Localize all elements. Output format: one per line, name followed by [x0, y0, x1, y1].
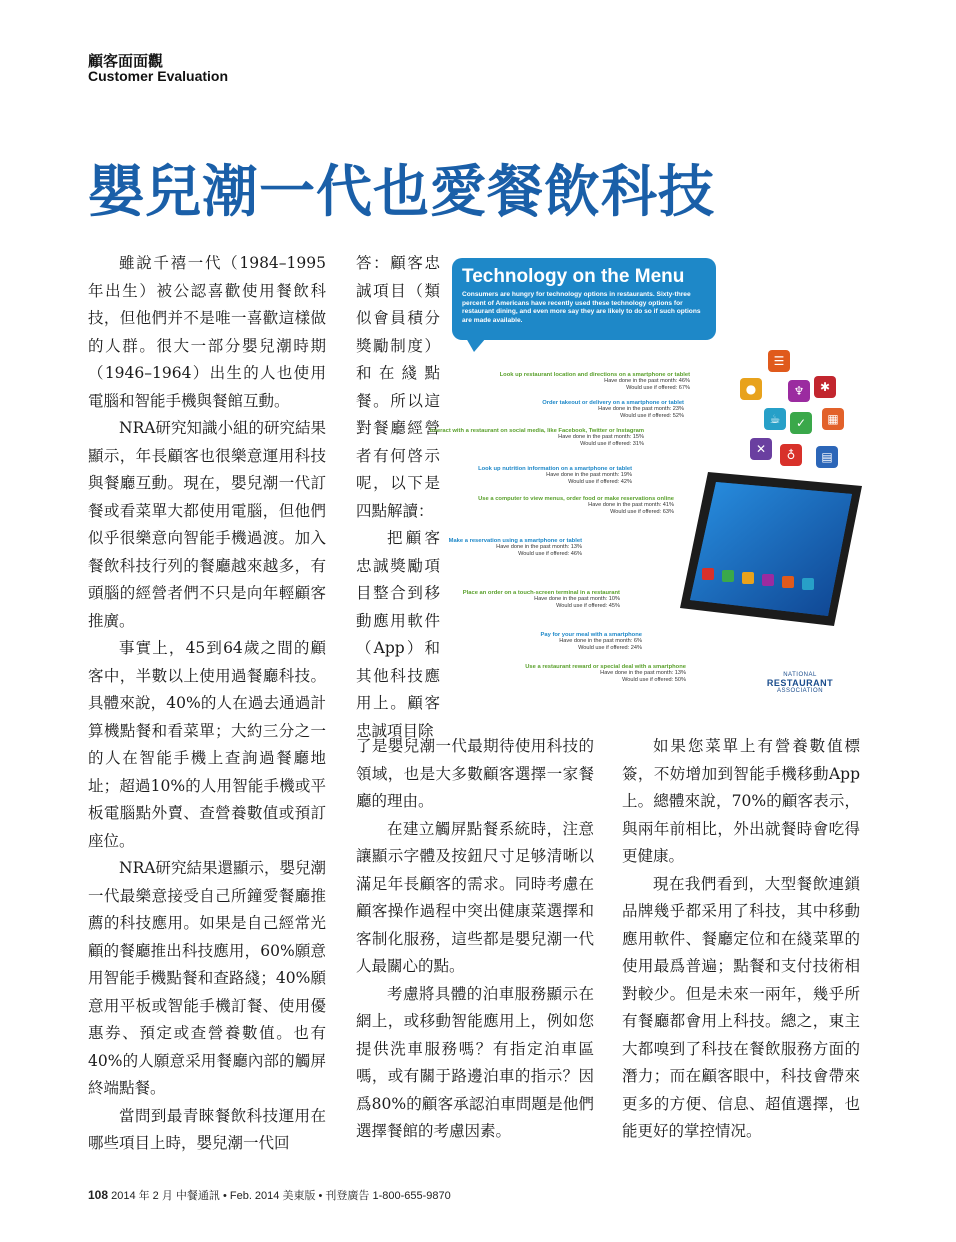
- stat-question: Use a restaurant reward or special deal with a smartphone: [525, 664, 686, 670]
- page-number: 108: [88, 1188, 109, 1202]
- infographic-header-bubble: [452, 258, 716, 340]
- stat-done-value: 13%: [570, 544, 582, 551]
- stat-would: [402, 645, 642, 651]
- stat-done-value: 23%: [672, 406, 684, 413]
- paragraph: 把顧客忠誠獎勵項目整合到移動應用軟件（App）和其他科技應用上。顧客忠誠項目除: [356, 529, 440, 740]
- stat-done-label: Have done in the past month:: [604, 378, 678, 385]
- stat-would: [380, 603, 620, 609]
- stat-would: [392, 479, 632, 485]
- stat-would-label: Would use if offered:: [580, 440, 632, 447]
- drink-icon: ♁: [780, 444, 802, 466]
- stat-would-value: 52%: [672, 412, 684, 419]
- stat-done-value: 19%: [620, 472, 632, 479]
- stat-would-label: Would use if offered:: [622, 676, 674, 683]
- stat-item: [380, 590, 620, 609]
- stat-done-value: 41%: [662, 502, 674, 509]
- stat-question: Make a reservation using a smartphone or tablet: [448, 538, 582, 544]
- stat-would-value: 31%: [632, 440, 644, 447]
- stat-item: [434, 496, 674, 515]
- footer-text: 2014 年 2 月 中餐通訊 • Feb. 2014 美東版 • 刊登廣告 1-800-655-9870: [108, 1190, 451, 1202]
- stat-would-label: Would use if offered:: [518, 550, 570, 557]
- logo-line-3: ASSOCIATION: [776, 688, 824, 694]
- stat-would-label: Would use if offered:: [626, 384, 678, 391]
- stat-would-label: Would use if offered:: [610, 508, 662, 515]
- calculator-icon: ▤: [816, 446, 838, 468]
- paragraph: 事實上，45到64歲之間的顧客中，半數以上使用過餐廳科技。具體來說，40%的人在過去通過計算機點餐和看菜單；大約三分之一的人在智能手機上查詢過餐廳地址；超過10%的人用智能手機或平板電腦點外賣、查營養數值或預訂座位。: [88, 639, 326, 850]
- stat-done-label: Have done in the past month:: [588, 502, 662, 509]
- stat-done-value: 15%: [632, 434, 644, 441]
- grid-icon: ▦: [822, 408, 844, 430]
- wine-icon: ♆: [788, 380, 810, 402]
- stat-would-label: Would use if offered:: [578, 644, 630, 651]
- stat-would: [450, 385, 690, 391]
- stat-would: [434, 509, 674, 515]
- paragraph: NRA研究結果還顯示，嬰兒潮一代最樂意接受自己所鐘愛餐廳推薦的科技應用。如果是自己經常光顧的餐廳推出科技應用，60%願意用智能手機點餐和查路綫；40%願意用平板或智能手機訂餐、使用優惠券、預定或查營養數值。也有40%的人願意采用餐廳內部的觸屏終端點餐。: [88, 859, 326, 1097]
- crab-icon: ✱: [814, 376, 836, 398]
- stat-done-label: Have done in the past month:: [559, 638, 633, 645]
- article-headline: 嬰兒潮一代也愛餐飲科技: [88, 159, 715, 225]
- stat-done-label: Have done in the past month:: [558, 434, 632, 441]
- stat-would-label: Would use if offered:: [568, 478, 620, 485]
- check-icon: ✓: [790, 412, 812, 434]
- stat-item: [402, 632, 642, 651]
- bubble-tail: [466, 338, 486, 352]
- stat-done-value: 6%: [633, 638, 642, 645]
- stat-done-value: 46%: [678, 378, 690, 385]
- stat-done-value: 10%: [608, 596, 620, 603]
- stat-would: [342, 551, 582, 557]
- paragraph: 考慮將具體的泊車服務顯示在網上，或移動智能應用上，例如您提供洗車服務嗎？有指定泊車區嗎，或有關于路邊泊車的指示？因爲80%的顧客承認泊車問題是他們選擇餐館的考慮因素。: [356, 984, 594, 1140]
- paragraph: 在建立觸屏點餐系統時，注意讓顯示字體及按鈕尺寸足够清晰以滿足年長顧客的需求。同時考慮在顧客操作過程中突出健康菜選擇和客制化服務，這些都是嬰兒潮一代人最關心的點。: [356, 819, 594, 975]
- stat-would: [404, 441, 644, 447]
- stat-question: Place an order on a touch-screen terminal in a restaurant: [462, 590, 620, 596]
- stat-question: Pay for your meal with a smartphone: [540, 632, 642, 638]
- paragraph: 了是嬰兒潮一代最期待使用科技的領域，也是大多數顧客選擇一家餐廳的理由。: [356, 737, 594, 810]
- section-title-en: Customer Evaluation: [88, 68, 229, 84]
- article-column-2-top: [356, 250, 440, 745]
- stat-item: [392, 466, 632, 485]
- paragraph: 當問到最青睞餐飲科技運用在哪些項目上時，嬰兒潮一代回: [88, 1106, 326, 1152]
- cutlery-icon: ✕: [750, 438, 772, 460]
- stat-question: Look up restaurant location and directions on a smartphone or tablet: [499, 372, 690, 378]
- stat-question: Look up nutrition information on a smartphone or tablet: [478, 466, 632, 472]
- paragraph: 雖說千禧一代（1984–1995年出生）被公認喜歡使用餐飲科技，但他們并不是唯一喜歡這樣做的人群。很大一部分嬰兒潮時期（1946–1964）出生的人也使用電腦和智能手機與餐館互動。: [88, 254, 326, 410]
- stat-done-label: Have done in the past month:: [600, 670, 674, 677]
- stat-would-label: Would use if offered:: [620, 412, 672, 419]
- stat-would-value: 24%: [630, 644, 642, 651]
- stat-question: Interact with a restaurant on social media, like Facebook, Twitter or Instagram: [429, 428, 644, 434]
- section-title-zh: 顧客面面觀: [88, 52, 164, 70]
- logo-line-1: NATIONAL: [783, 672, 817, 678]
- stat-would-value: 63%: [662, 508, 674, 515]
- stat-would-value: 45%: [608, 602, 620, 609]
- article-column-2-bottom: [356, 733, 594, 1146]
- stat-done-label: Have done in the past month:: [598, 406, 672, 413]
- logo-line-2: RESTAURANT: [766, 678, 834, 688]
- stat-done-label: Have done in the past month:: [546, 472, 620, 479]
- stat-item: [444, 400, 684, 419]
- stat-would-value: 42%: [620, 478, 632, 485]
- nra-logo: [758, 672, 842, 706]
- coffee-icon: ☕: [764, 408, 786, 430]
- stat-would-label: Would use if offered:: [556, 602, 608, 609]
- stat-question: Use a computer to view menus, order food or make reservations online: [478, 496, 674, 502]
- paragraph: NRA研究知識小組的研究結果顯示，年長顧客也很樂意運用科技與餐廳互動。現在，嬰兒潮一代訂餐或看菜單大都使用電腦，但他們似乎很樂意向智能手機過渡。加入餐飲科技行列的餐廳越來越多，有頭腦的經營者們不只是向年輕顧客推廣。: [88, 419, 326, 630]
- stat-question: Order takeout or delivery on a smartphone or tablet: [542, 400, 684, 406]
- stat-would-value: 46%: [570, 550, 582, 557]
- menu-icon: ☰: [768, 350, 790, 372]
- article-column-1: [88, 250, 326, 1158]
- paragraph: 現在我們看到，大型餐飲連鎖品牌幾乎都采用了科技，其中移動應用軟件、餐廳定位和在綫菜單的使用最爲普遍；點餐和支付技術相對較少。但是未來一兩年，幾乎所有餐廳都會用上科技。總之，東主大都嗅到了科技在餐飲服務方面的潛力；而在顧客眼中，科技會帶來更多的方便、信息、超值選擇，也能更好的掌控情况。: [622, 874, 860, 1140]
- stat-would-value: 50%: [674, 676, 686, 683]
- stat-would: [444, 413, 684, 419]
- article-column-3: [622, 733, 860, 1146]
- infographic-intro: Consumers are hungry for technology options in restaurants. Sixty-three percent of Americans have recently used these technology options for restaurant dining, and even more say they are likely to do so if such options are made available.: [462, 291, 701, 324]
- paragraph: 如果您菜單上有營養數值標簽，不妨增加到智能手機移動App上。總體來說，70%的顧客表示，與兩年前相比，外出就餐時會吃得更健康。: [622, 737, 860, 865]
- burger-icon: ●: [740, 378, 762, 400]
- stat-would: [446, 677, 686, 683]
- page-footer: [88, 1187, 451, 1203]
- tablet-illustration: [678, 468, 864, 628]
- stat-done-label: Have done in the past month:: [534, 596, 608, 603]
- stat-item: [404, 428, 644, 447]
- stat-item: [450, 372, 690, 391]
- paragraph: 答：顧客忠誠項目（類似會員積分獎勵制度）和在綫點餐。所以這對餐廳經營者有何啓示呢，以下是四點解讀：: [356, 254, 440, 520]
- stat-item: [446, 664, 686, 683]
- infographic: [429, 258, 872, 708]
- stat-done-value: 13%: [674, 670, 686, 677]
- stat-done-label: Have done in the past month:: [496, 544, 570, 551]
- infographic-title: Technology on the Menu: [462, 266, 685, 287]
- stat-item: [342, 538, 582, 557]
- stat-would-value: 67%: [678, 384, 690, 391]
